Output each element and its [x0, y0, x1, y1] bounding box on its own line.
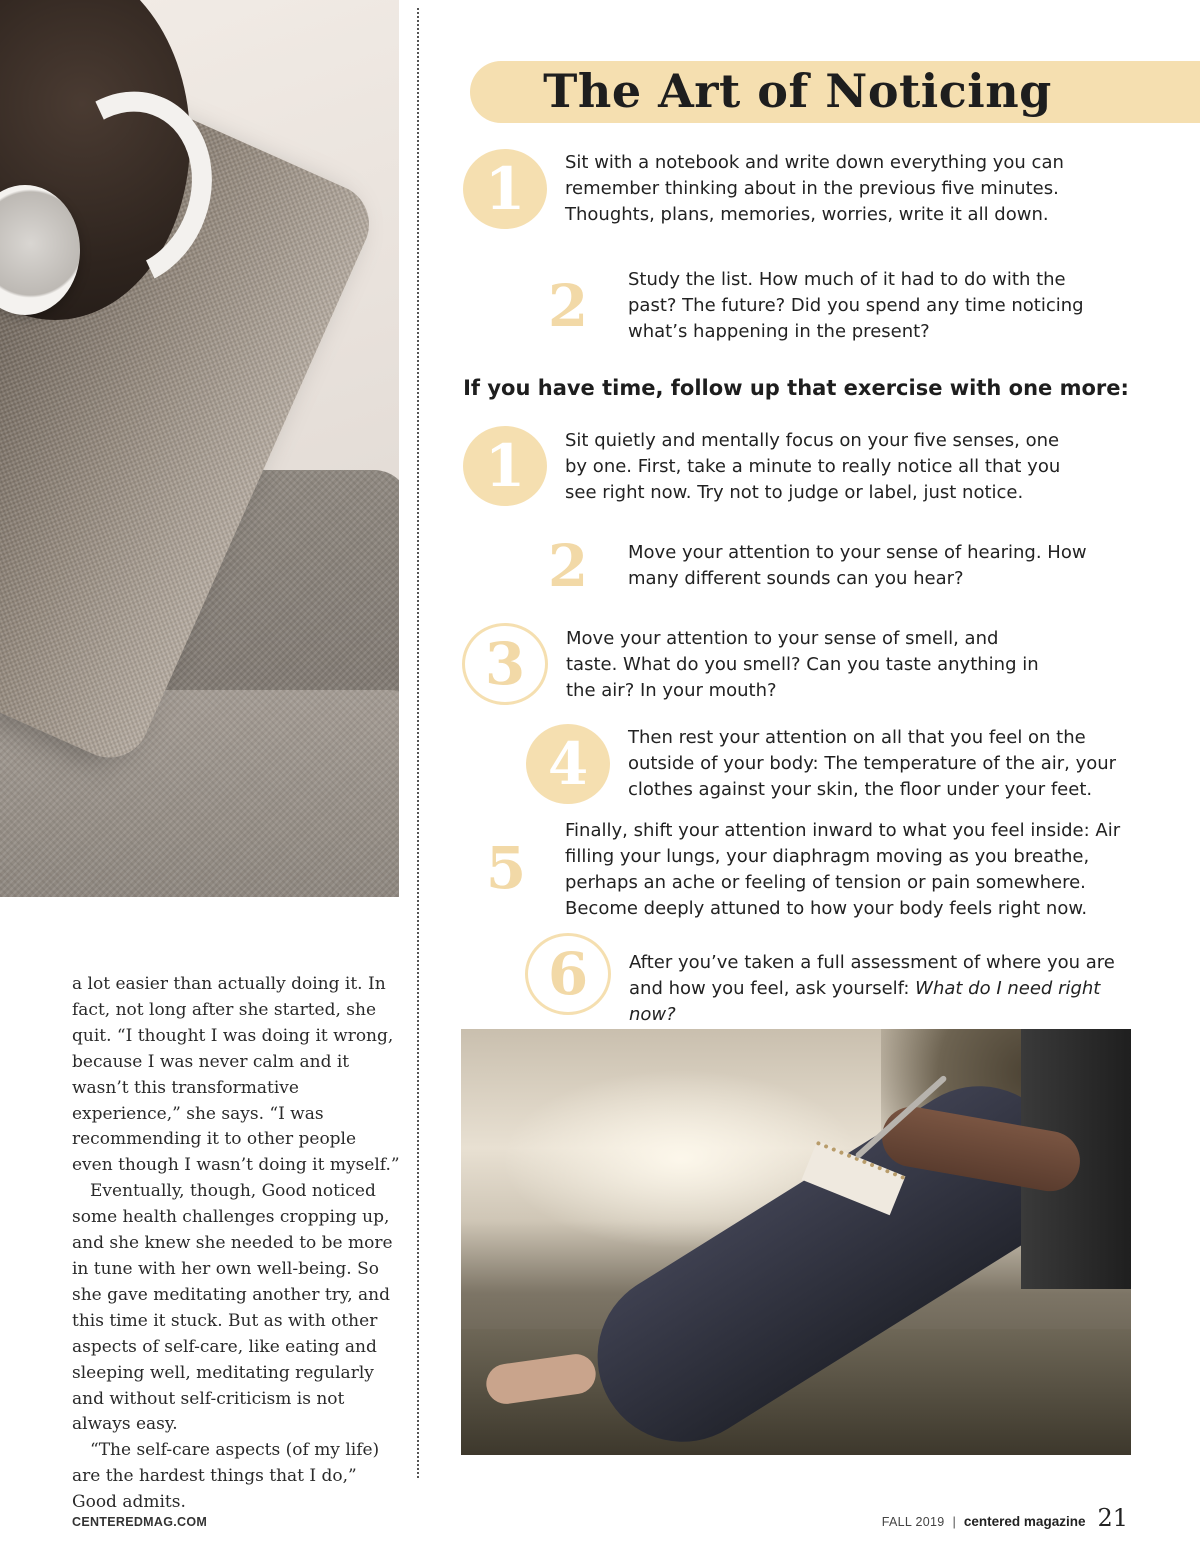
- section-subhead: If you have time, follow up that exercise with one more:: [463, 376, 1129, 400]
- step-number-badge: 3: [462, 623, 548, 705]
- body-paragraph: a lot easier than actually doing it. In fact, not long after she started, she quit. “I thought I was doing it wrong, because I was never calm and it wasn’t this transformative experience,” she says. “I was recommending it to other people even though I wasn’t doing it myself.”: [72, 974, 400, 1176]
- article-body: [72, 972, 402, 1516]
- page-title: The Art of Noticing: [543, 64, 1052, 118]
- step-text: [629, 950, 1139, 1028]
- footer-separator: |: [952, 1514, 956, 1529]
- writing-notebook-photo: [461, 1029, 1131, 1455]
- footer-issue: FALL 2019: [881, 1515, 945, 1529]
- step-number-badge: 6: [525, 933, 611, 1015]
- step-text: Then rest your attention on all that you feel on the outside of your body: The temperature of the air, your clothes against your skin, the floor under your feet.: [628, 727, 1117, 800]
- step-number-badge: 2: [547, 532, 589, 600]
- body-paragraph: “The self-care aspects (of my life) are the hardest things that I do,” Good admits.: [72, 1440, 380, 1513]
- step-number-badge: 2: [547, 272, 589, 340]
- footer-magazine: centered magazine: [963, 1514, 1086, 1529]
- step-number-badge: 1: [463, 426, 547, 506]
- step-number-badge: 1: [463, 149, 547, 229]
- step-text: Move your attention to your sense of smell, and taste. What do you smell? Can you taste anything in the air? In your mouth?: [566, 628, 1039, 701]
- page-number: 21: [1097, 1504, 1128, 1532]
- step-text: Move your attention to your sense of hearing. How many different sounds can you hear?: [628, 542, 1087, 589]
- step-text: Sit quietly and mentally focus on your five senses, one by one. First, take a minute to really notice all that you see right now. Try not to judge or label, just notice.: [565, 430, 1061, 503]
- column-divider: [417, 8, 419, 1478]
- step-number-badge: 5: [485, 834, 527, 902]
- footer-folio: [882, 1504, 1128, 1532]
- footer-site: CENTEREDMAG.COM: [72, 1515, 208, 1529]
- step-number-badge: 4: [526, 724, 610, 804]
- step-text-question: What do I need right now?: [629, 978, 1101, 1025]
- step-text: Sit with a notebook and write down everything you can remember thinking about in the previous five minutes. Thoughts, plans, memories, worries, write it all down.: [565, 152, 1064, 225]
- step-text-main: After you’ve taken a full assessment of where you are and how you feel, ask yourself:: [629, 952, 1115, 999]
- step-text: Study the list. How much of it had to do with the past? The future? Did you spend any time noticing what’s happening in the present?: [628, 269, 1084, 342]
- body-paragraph: Eventually, though, Good noticed some health challenges cropping up, and she knew she needed to be more in tune with her own well-being. So she gave meditating another try, and this time it stuck. But as with other aspects of self-care, like eating and sleeping well, meditating regularly and without self-criticism is not always easy.: [72, 1181, 393, 1435]
- step-text: Finally, shift your attention inward to what you feel inside: Air filling your lungs, your diaphragm moving as you breathe, perhaps an ache or feeling of tension or pain somewhere. Become deeply attuned to how your body feels right now.: [565, 820, 1121, 919]
- headphones-couch-photo: [0, 0, 399, 897]
